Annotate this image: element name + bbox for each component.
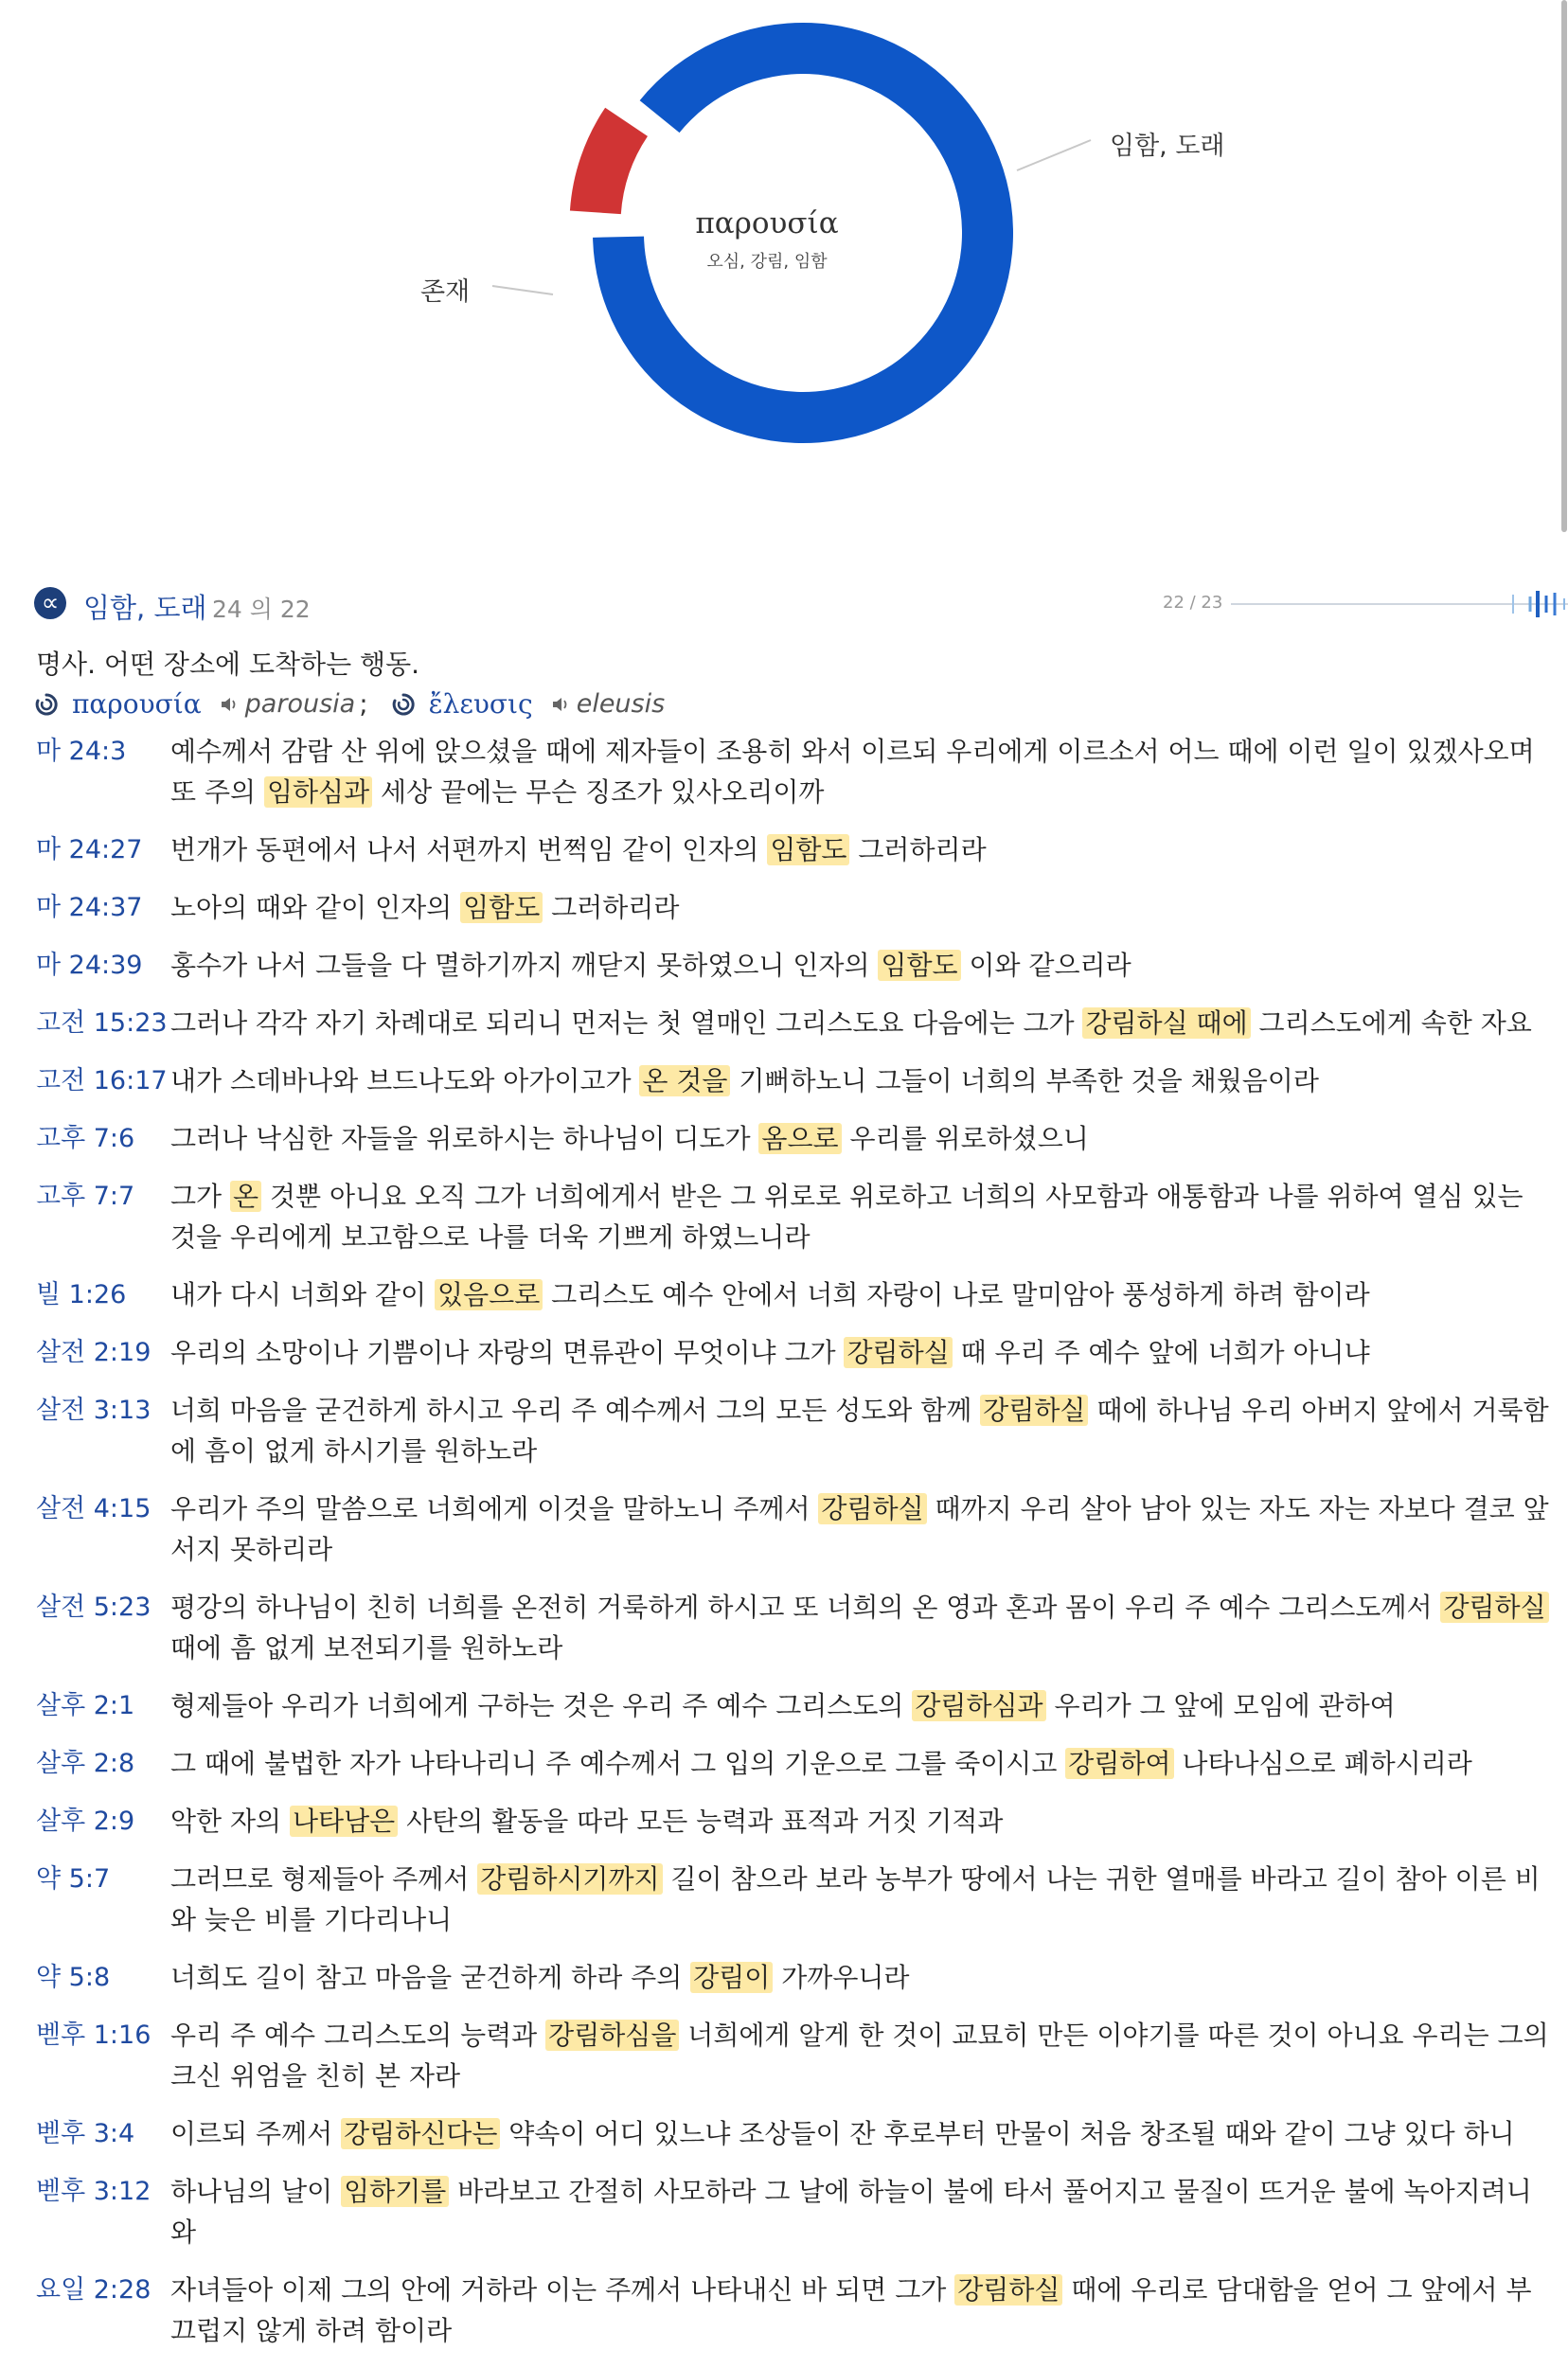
transliteration-parousia: parousia xyxy=(244,689,356,719)
verse-row xyxy=(36,1488,1560,1570)
verse-text-before: 내가 스데바나와 브드나도와 아가이고가 xyxy=(170,1065,640,1096)
verse-text-before: 그러므로 형제들아 주께서 xyxy=(170,1863,478,1895)
verse-reference-link[interactable]: 살전 3:13 xyxy=(36,1396,151,1425)
chart-title: παρουσία xyxy=(695,206,839,240)
verse-row xyxy=(36,2113,1560,2154)
verse-text xyxy=(170,887,1555,928)
verse-row xyxy=(36,1118,1560,1159)
highlighted-word[interactable]: 임함도 xyxy=(460,892,543,923)
verse-row xyxy=(36,1801,1560,1842)
verse-text-before: 우리 주 예수 그리스도의 능력과 xyxy=(170,2020,546,2051)
verse-reference-link[interactable]: 살전 2:19 xyxy=(36,1338,151,1367)
lemma-link-parousia[interactable]: παρουσία xyxy=(72,688,202,720)
verse-text-after: 때까지 우리 살아 남아 있는 자도 자는 자보다 결코 앞서지 못하리라 xyxy=(170,1493,1549,1565)
verse-text xyxy=(170,1587,1555,1668)
highlighted-word[interactable]: 강림하실 xyxy=(844,1337,952,1368)
verse-reference-link[interactable]: 마 24:3 xyxy=(36,737,127,766)
verse-row xyxy=(36,1332,1560,1373)
verse-row xyxy=(36,2171,1560,2252)
verse-text-before: 그가 xyxy=(170,1181,230,1212)
slice-label-other[interactable]: 존재 xyxy=(420,277,471,307)
verse-text-before: 그 때에 불법한 자가 나타나리니 주 예수께서 그 입의 기운으로 그를 죽이시고 xyxy=(170,1748,1066,1779)
highlighted-word[interactable]: 강림하실 xyxy=(1440,1592,1548,1623)
verse-reference-link[interactable]: 마 24:27 xyxy=(36,835,143,864)
sense-header xyxy=(34,581,1555,627)
highlighted-word[interactable]: 강림하심을 xyxy=(545,2020,679,2051)
verse-reference-link[interactable]: 살후 2:9 xyxy=(36,1807,135,1836)
highlighted-word[interactable]: 임하심과 xyxy=(264,776,372,808)
verse-text xyxy=(170,1176,1555,1257)
verse-text-after: 길이 참으라 보라 농부가 땅에서 나는 귀한 열매를 바라고 길이 참아 이른 비와 늦은 비를 기다리나니 xyxy=(170,1863,1541,1935)
verse-text xyxy=(170,1003,1555,1043)
highlighted-word[interactable]: 강림하시기까지 xyxy=(477,1863,662,1895)
highlighted-word[interactable]: 온 것을 xyxy=(639,1065,730,1096)
verse-text-after: 때 우리 주 예수 앞에 너희가 아니냐 xyxy=(952,1337,1370,1368)
verse-text-after: 사탄의 활동을 따라 모든 능력과 표적과 거짓 기적과 xyxy=(398,1806,1004,1837)
leader-line-other xyxy=(492,286,553,294)
highlighted-word[interactable]: 강림하실 xyxy=(818,1493,926,1524)
highlighted-word[interactable]: 강림이 xyxy=(690,1962,773,1993)
verse-reference-link[interactable]: 빌 1:26 xyxy=(36,1280,127,1309)
verse-reference-link[interactable]: 살후 2:8 xyxy=(36,1749,135,1778)
highlighted-word[interactable]: 있음으로 xyxy=(435,1279,543,1310)
verse-text xyxy=(170,1390,1555,1471)
verse-text-before: 노아의 때와 같이 인자의 xyxy=(170,892,461,923)
verse-text-after: 바라보고 간절히 사모하라 그 날에 하늘이 불에 타서 풀어지고 물질이 뜨거운 불에 녹아지려니와 xyxy=(170,2176,1532,2248)
verse-row xyxy=(36,1957,1560,1998)
verse-text xyxy=(170,1957,1555,1998)
verse-text-before: 너희도 길이 참고 마음을 굳건하게 하라 주의 xyxy=(170,1962,691,1993)
transliteration-eleusis: eleusis xyxy=(576,689,666,719)
verse-text-after: 그리스도에게 속한 자요 xyxy=(1250,1007,1532,1039)
speaker-icon[interactable] xyxy=(550,694,571,715)
donut-slice-other[interactable] xyxy=(570,108,648,214)
verse-reference-link[interactable]: 고후 7:6 xyxy=(36,1124,135,1153)
verse-text xyxy=(170,1743,1555,1784)
verse-text xyxy=(170,2015,1555,2096)
verse-text xyxy=(170,1801,1555,1842)
timeline-navigator[interactable] xyxy=(1231,587,1568,621)
lemma-separator: ; xyxy=(359,688,368,720)
verse-text xyxy=(170,731,1555,812)
swirl-icon xyxy=(34,692,59,717)
verse-reference-link[interactable]: 약 5:7 xyxy=(36,1864,111,1894)
verse-reference-link[interactable]: 벧후 3:12 xyxy=(36,2177,151,2206)
definition-text: 명사. 어떤 장소에 도착하는 행동. xyxy=(36,649,420,680)
verse-row xyxy=(36,1003,1560,1043)
verse-row xyxy=(36,1685,1560,1726)
verse-reference-link[interactable]: 고후 7:7 xyxy=(36,1182,135,1211)
verse-text-after: 그러하리라 xyxy=(849,834,987,865)
verse-reference-link[interactable]: 약 5:8 xyxy=(36,1963,111,1992)
verse-text-before: 예수께서 감람 산 위에 앉으셨을 때에 제자들이 조용히 와서 이르되 우리에게 이르소서 어느 때에 이런 일이 있겠사오며 또 주의 xyxy=(170,736,1535,808)
verse-text-after: 때에 하나님 우리 아버지 앞에서 거룩함에 흠이 없게 하시기를 원하노라 xyxy=(170,1395,1549,1467)
verse-reference-link[interactable]: 살후 2:1 xyxy=(36,1691,135,1720)
verse-text-before: 평강의 하나님이 친히 너희를 온전히 거룩하게 하시고 또 너희의 온 영과 혼과 몸이 우리 주 예수 그리스도께서 xyxy=(170,1592,1441,1623)
verse-row xyxy=(36,1859,1560,1940)
verse-row xyxy=(36,829,1560,870)
verse-text-after: 그러하리라 xyxy=(543,892,680,923)
verse-reference-link[interactable]: 벧후 3:4 xyxy=(36,2119,135,2148)
lemma-row xyxy=(34,688,665,720)
verse-row xyxy=(36,2015,1560,2096)
verse-text-before: 너희 마음을 굳건하게 하시고 우리 주 예수께서 그의 모든 성도와 함께 xyxy=(170,1395,981,1426)
highlighted-word[interactable]: 강림하실 xyxy=(980,1395,1088,1426)
verse-row xyxy=(36,1060,1560,1101)
highlighted-word[interactable]: 강림하실 때에 xyxy=(1082,1007,1250,1039)
verse-text-after: 그리스도 예수 안에서 너희 자랑이 나로 말미암아 풍성하게 하려 함이라 xyxy=(543,1279,1370,1310)
verse-row xyxy=(36,1274,1560,1315)
verse-text xyxy=(170,1685,1555,1726)
verse-reference-link[interactable]: 고전 16:17 xyxy=(36,1066,168,1095)
slice-label-main[interactable]: 임함, 도래 xyxy=(1110,132,1225,161)
highlighted-word[interactable]: 임함도 xyxy=(767,834,849,865)
highlighted-word[interactable]: 임함도 xyxy=(878,950,960,981)
verse-reference-link[interactable]: 고전 15:23 xyxy=(36,1008,168,1038)
verse-text-after: 때에 흠 없게 보전되기를 원하노라 xyxy=(170,1632,563,1664)
verse-text-after: 나타나심으로 폐하시리라 xyxy=(1173,1748,1472,1779)
highlighted-word[interactable]: 임하기를 xyxy=(341,2176,449,2207)
verse-text-before: 악한 자의 xyxy=(170,1806,290,1837)
page-indicator: 22 / 23 xyxy=(1163,593,1223,613)
verse-text xyxy=(170,1060,1555,1101)
verse-text-after: 것뿐 아니요 오직 그가 너희에게서 받은 그 위로로 위로하고 너희의 사모함과 애통함과 나를 위하여 열심 있는 것을 우리에게 보고함으로 나를 더욱 기쁘게 하였느니라 xyxy=(170,1181,1523,1253)
verse-text xyxy=(170,2270,1555,2351)
verse-reference-link[interactable]: 살전 4:15 xyxy=(36,1494,151,1523)
sense-title[interactable]: 임함, 도래 xyxy=(83,592,207,624)
verse-text-before: 그러나 낙심한 자들을 위로하시는 하나님이 디도가 xyxy=(170,1123,759,1154)
verse-text-before: 형제들아 우리가 너희에게 구하는 것은 우리 주 예수 그리스도의 xyxy=(170,1690,913,1721)
verse-row xyxy=(36,1743,1560,1784)
verse-row xyxy=(36,945,1560,986)
highlighted-word[interactable]: 나타남은 xyxy=(290,1806,398,1837)
verse-row xyxy=(36,731,1560,812)
verse-text-after: 우리를 위로하셨으니 xyxy=(841,1123,1089,1154)
verse-row xyxy=(36,2270,1560,2351)
verse-text-after: 때에 우리로 담대함을 얻어 그 앞에서 부끄럽지 않게 하려 함이라 xyxy=(170,2274,1532,2346)
scrollbar-thumb[interactable] xyxy=(1561,0,1567,532)
speaker-icon[interactable] xyxy=(219,694,240,715)
sense-chart xyxy=(0,0,1568,530)
highlighted-word[interactable]: 강림하심과 xyxy=(912,1690,1045,1721)
verse-text-before: 그러나 각각 자기 차례대로 되리니 먼저는 첫 열매인 그리스도요 다음에는 그가 xyxy=(170,1007,1083,1039)
highlighted-word[interactable]: 강림하실 xyxy=(954,2274,1062,2306)
verse-text-before: 이르되 주께서 xyxy=(170,2118,342,2149)
highlighted-word[interactable]: 온 xyxy=(230,1181,261,1212)
scrollbar[interactable] xyxy=(1560,0,1568,535)
verse-reference-link[interactable]: 요일 2:28 xyxy=(36,2275,151,2305)
verse-text-before: 번개가 동편에서 나서 서편까지 번쩍임 같이 인자의 xyxy=(170,834,768,865)
highlighted-word[interactable]: 강림하신다는 xyxy=(341,2118,500,2149)
verse-list xyxy=(36,731,1560,2368)
verse-row xyxy=(36,1176,1560,1257)
verse-text-after: 기뻐하노니 그들이 너희의 부족한 것을 채웠음이라 xyxy=(730,1065,1319,1096)
sense-count: 24 의 22 xyxy=(212,596,311,623)
verse-text-before: 우리의 소망이나 기쁨이나 자랑의 면류관이 무엇이냐 그가 xyxy=(170,1337,845,1368)
verse-text xyxy=(170,2171,1555,2252)
highlighted-word[interactable]: 강림하여 xyxy=(1065,1748,1173,1779)
verse-reference-link[interactable]: 마 24:37 xyxy=(36,893,143,922)
chart-subtitle: 오심, 강림, 임함 xyxy=(706,252,828,272)
verse-text-before: 자녀들아 이제 그의 안에 거하라 이는 주께서 나타내신 바 되면 그가 xyxy=(170,2274,955,2306)
verse-text-after: 약속이 어디 있느냐 조상들이 잔 후로부터 만물이 처음 창조될 때와 같이 그냥 있다 하니 xyxy=(500,2118,1515,2149)
verse-text-before: 내가 다시 너희와 같이 xyxy=(170,1279,436,1310)
verse-text xyxy=(170,2113,1555,2154)
verse-text xyxy=(170,1859,1555,1940)
lemma-link-eleusis[interactable]: ἔλευσις xyxy=(428,688,533,720)
verse-text-after: 세상 끝에는 무슨 징조가 있사오리이까 xyxy=(372,776,825,808)
verse-text-after: 우리가 그 앞에 모임에 관하여 xyxy=(1045,1690,1396,1721)
leader-line-main xyxy=(1017,140,1091,170)
verse-text xyxy=(170,1488,1555,1570)
verse-text xyxy=(170,1274,1555,1315)
verse-text-after: 가까우니라 xyxy=(773,1962,910,1993)
swirl-icon xyxy=(391,692,416,717)
verse-text-after: 이와 같으리라 xyxy=(960,950,1131,981)
verse-reference-link[interactable]: 마 24:39 xyxy=(36,951,143,980)
verse-text-before: 홍수가 나서 그들을 다 멸하기까지 깨닫지 못하였으니 인자의 xyxy=(170,950,879,981)
verse-text xyxy=(170,1332,1555,1373)
verse-text-before: 우리가 주의 말씀으로 너희에게 이것을 말하노니 주께서 xyxy=(170,1493,819,1524)
verse-reference-link[interactable]: 벧후 1:16 xyxy=(36,2021,151,2050)
verse-text xyxy=(170,1118,1555,1159)
verse-reference-link[interactable]: 살전 5:23 xyxy=(36,1593,151,1622)
verse-text-before: 하나님의 날이 xyxy=(170,2176,342,2207)
gamma-icon: ∝ xyxy=(34,587,66,619)
verse-row xyxy=(36,1390,1560,1471)
highlighted-word[interactable]: 옴으로 xyxy=(758,1123,841,1154)
verse-text-after: 너희에게 알게 한 것이 교묘히 만든 이야기를 따른 것이 아니요 우리는 그의 크신 위엄을 친히 본 자라 xyxy=(170,2020,1549,2092)
verse-row xyxy=(36,1587,1560,1668)
verse-row xyxy=(36,887,1560,928)
verse-text xyxy=(170,829,1555,870)
verse-text xyxy=(170,945,1555,986)
